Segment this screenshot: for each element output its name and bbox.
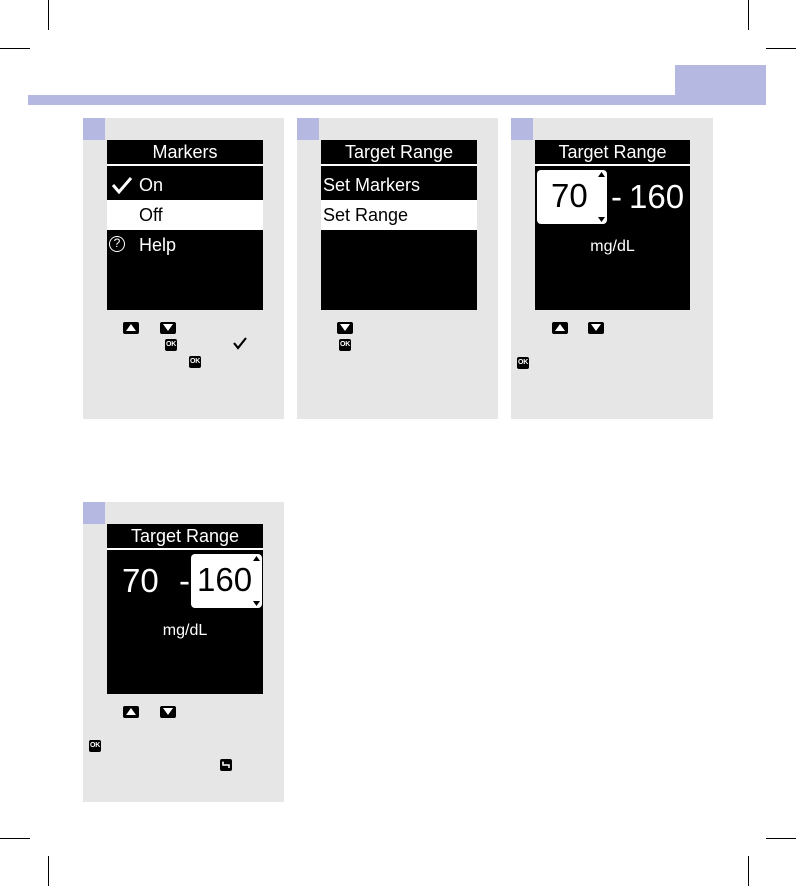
high-value: 160 bbox=[629, 178, 685, 215]
down-button-icon bbox=[160, 322, 176, 334]
ok-button-icon: OK bbox=[165, 339, 177, 351]
up-button-icon bbox=[552, 322, 568, 334]
up-button-icon bbox=[123, 706, 139, 718]
screen-title: Target Range bbox=[107, 524, 263, 550]
crop-mark bbox=[48, 0, 49, 30]
screen-title: Target Range bbox=[535, 140, 690, 166]
range-dash: - bbox=[179, 562, 190, 599]
ok-button-icon: OK bbox=[189, 356, 201, 368]
ok-button-icon: OK bbox=[339, 339, 351, 351]
decrease-arrow-icon bbox=[598, 217, 605, 222]
step-panel-4 bbox=[83, 502, 284, 802]
decrease-arrow-icon bbox=[253, 601, 260, 606]
menu-item-on[interactable] bbox=[107, 170, 263, 200]
step-panel-3 bbox=[511, 118, 713, 419]
crop-mark bbox=[48, 856, 49, 886]
menu-item-label: Set Markers bbox=[323, 175, 421, 195]
header-bar bbox=[28, 95, 766, 105]
high-value: 160 bbox=[197, 561, 253, 598]
checkmark-icon bbox=[233, 336, 247, 355]
increase-arrow-icon bbox=[253, 556, 260, 561]
help-icon: ? bbox=[109, 236, 125, 252]
menu-item-off[interactable] bbox=[107, 200, 263, 230]
menu-item-label: Off bbox=[139, 205, 163, 225]
range-dash: - bbox=[611, 178, 622, 215]
screen-title: Markers bbox=[107, 140, 263, 166]
step-marker bbox=[297, 118, 319, 140]
ok-button-icon: OK bbox=[89, 740, 101, 752]
meter-screen bbox=[321, 140, 477, 310]
menu-item-help[interactable] bbox=[107, 230, 263, 260]
low-value: 70 bbox=[551, 177, 588, 214]
down-button-icon bbox=[588, 322, 604, 334]
crop-mark bbox=[766, 838, 796, 839]
unit-label: mg/dL bbox=[162, 622, 208, 639]
high-value-box[interactable] bbox=[191, 554, 262, 608]
step-marker bbox=[83, 118, 105, 140]
crop-mark bbox=[748, 0, 749, 30]
crop-mark bbox=[0, 838, 30, 839]
increase-arrow-icon bbox=[598, 172, 605, 177]
ok-button-icon: OK bbox=[517, 357, 529, 369]
step-panel-1 bbox=[83, 118, 284, 419]
meter-screen bbox=[535, 140, 690, 310]
low-value-box[interactable] bbox=[537, 170, 607, 224]
crop-mark bbox=[748, 856, 749, 886]
crop-mark bbox=[0, 48, 30, 49]
back-button-icon bbox=[220, 759, 232, 771]
menu-item-label: Help bbox=[139, 235, 177, 255]
menu-item-set-range[interactable] bbox=[321, 200, 477, 230]
menu-item-set-markers[interactable] bbox=[321, 170, 477, 200]
down-button-icon bbox=[337, 322, 353, 334]
screen-title: Target Range bbox=[321, 140, 477, 166]
unit-label: mg/dL bbox=[590, 238, 635, 255]
meter-screen bbox=[107, 140, 263, 310]
step-marker bbox=[511, 118, 533, 140]
menu-item-label: Set Range bbox=[323, 205, 409, 225]
step-panel-2 bbox=[297, 118, 498, 419]
crop-mark bbox=[766, 48, 796, 49]
up-button-icon bbox=[123, 322, 139, 334]
meter-screen bbox=[107, 524, 263, 694]
menu-item-label: On bbox=[139, 175, 164, 195]
step-marker bbox=[83, 502, 105, 524]
low-value: 70 bbox=[122, 562, 159, 599]
down-button-icon bbox=[160, 706, 176, 718]
